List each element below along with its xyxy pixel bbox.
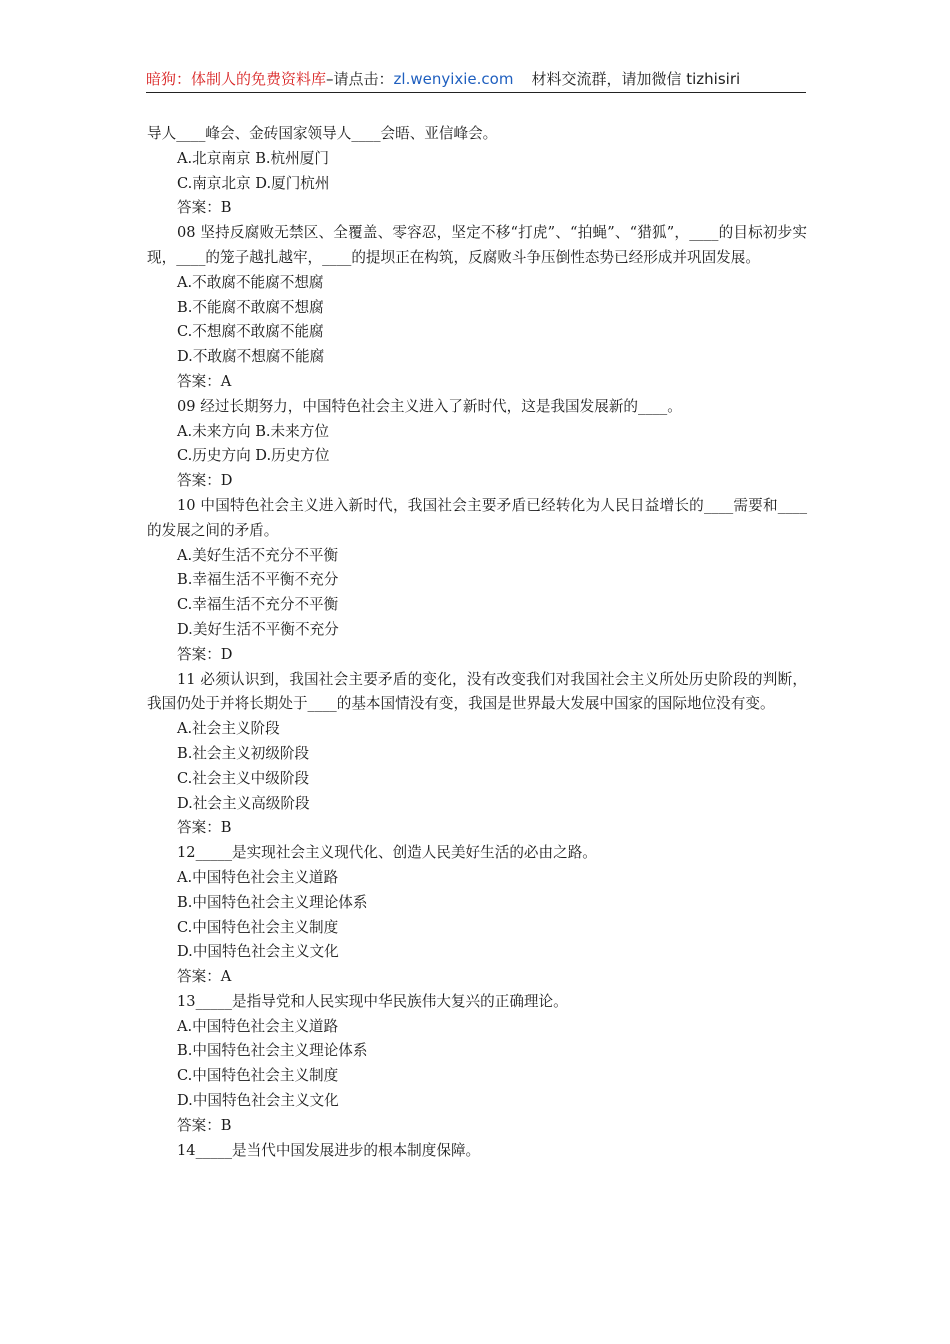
wechat-note: 材料交流群，请加微信 tizhisiri — [531, 70, 741, 88]
option-line: B.中国特色社会主义理论体系 — [177, 1042, 368, 1060]
option-line: B.中国特色社会主义理论体系 — [177, 893, 368, 911]
document-body — [147, 122, 807, 1163]
option-line: D.中国特色社会主义文化 — [177, 943, 339, 961]
option-line: D.美好生活不平衡不充分 — [177, 620, 339, 638]
question-line: 11 必须认识到，我国社会主要矛盾的变化，没有改变我们对我国社会主义所处历史阶段的判断，我国仍处于并将长期处于____的基本国情没有变，我国是世界最大发展中国家的国际地位没有变。 — [147, 670, 807, 713]
answer-line: 答案：B — [177, 819, 232, 837]
option-line: B.社会主义初级阶段 — [177, 744, 310, 762]
site-link[interactable]: zl.wenyixie.com — [393, 70, 514, 88]
answer-line: 答案：B — [177, 1116, 232, 1134]
answer-line: 答案：B — [177, 199, 232, 217]
option-line: D.中国特色社会主义文化 — [177, 1092, 339, 1110]
answer-line: 答案：D — [177, 472, 233, 490]
option-line: D.不敢腐不想腐不能腐 — [177, 348, 325, 366]
answer-line: 答案：A — [177, 968, 232, 986]
option-line: A.社会主义阶段 — [177, 720, 280, 738]
option-line: C.社会主义中级阶段 — [177, 769, 310, 787]
option-line: A.未来方向 B.未来方位 — [177, 422, 329, 440]
click-prompt: –请点击： — [326, 70, 394, 88]
option-line: A.美好生活不充分不平衡 — [177, 546, 339, 564]
option-line: B.不能腐不敢腐不想腐 — [177, 298, 324, 316]
option-line: C.中国特色社会主义制度 — [177, 918, 339, 936]
option-line: C.历史方向 D.历史方位 — [177, 447, 330, 465]
option-line: C.中国特色社会主义制度 — [177, 1067, 339, 1085]
option-line: C.幸福生活不充分不平衡 — [177, 596, 339, 614]
question-line: 09 经过长期努力，中国特色社会主义进入了新时代，这是我国发展新的____。 — [177, 397, 682, 415]
option-line: A.北京南京 B.杭州厦门 — [177, 149, 329, 167]
question-line: 12_____是实现社会主义现代化、创造人民美好生活的必由之路。 — [177, 844, 597, 862]
option-line: A.中国特色社会主义道路 — [177, 1017, 339, 1035]
option-line: D.社会主义高级阶段 — [177, 794, 310, 812]
page-header — [146, 68, 806, 93]
option-line: B.幸福生活不平衡不充分 — [177, 571, 339, 589]
option-line: A.中国特色社会主义道路 — [177, 868, 339, 886]
question-line: 13_____是指导党和人民实现中华民族伟大复兴的正确理论。 — [177, 992, 568, 1010]
site-brand: 暗狗：体制人的免费资料库 — [146, 70, 327, 88]
question-line: 10 中国特色社会主义进入新时代，我国社会主要矛盾已经转化为人民日益增长的____需要和____的发展之间的矛盾。 — [147, 496, 807, 539]
question-line: 08 坚持反腐败无禁区、全覆盖、零容忍，坚定不移“打虎”、“拍蝇”、“猎狐”，____的目标初步实现，____的笼子越扎越牢，____的提坝正在构筑，反腐败斗争压倒性态势已经形成并巩固发展。 — [147, 224, 807, 266]
text-line: 导人____峰会、金砖国家领导人____会晤、亚信峰会。 — [147, 125, 498, 142]
option-line: A.不敢腐不能腐不想腐 — [177, 273, 324, 291]
option-line: C.南京北京 D.厦门杭州 — [177, 174, 330, 192]
answer-line: 答案：D — [177, 645, 233, 663]
option-line: C.不想腐不敢腐不能腐 — [177, 323, 324, 341]
answer-line: 答案：A — [177, 372, 232, 390]
question-line: 14_____是当代中国发展进步的根本制度保障。 — [177, 1141, 481, 1159]
